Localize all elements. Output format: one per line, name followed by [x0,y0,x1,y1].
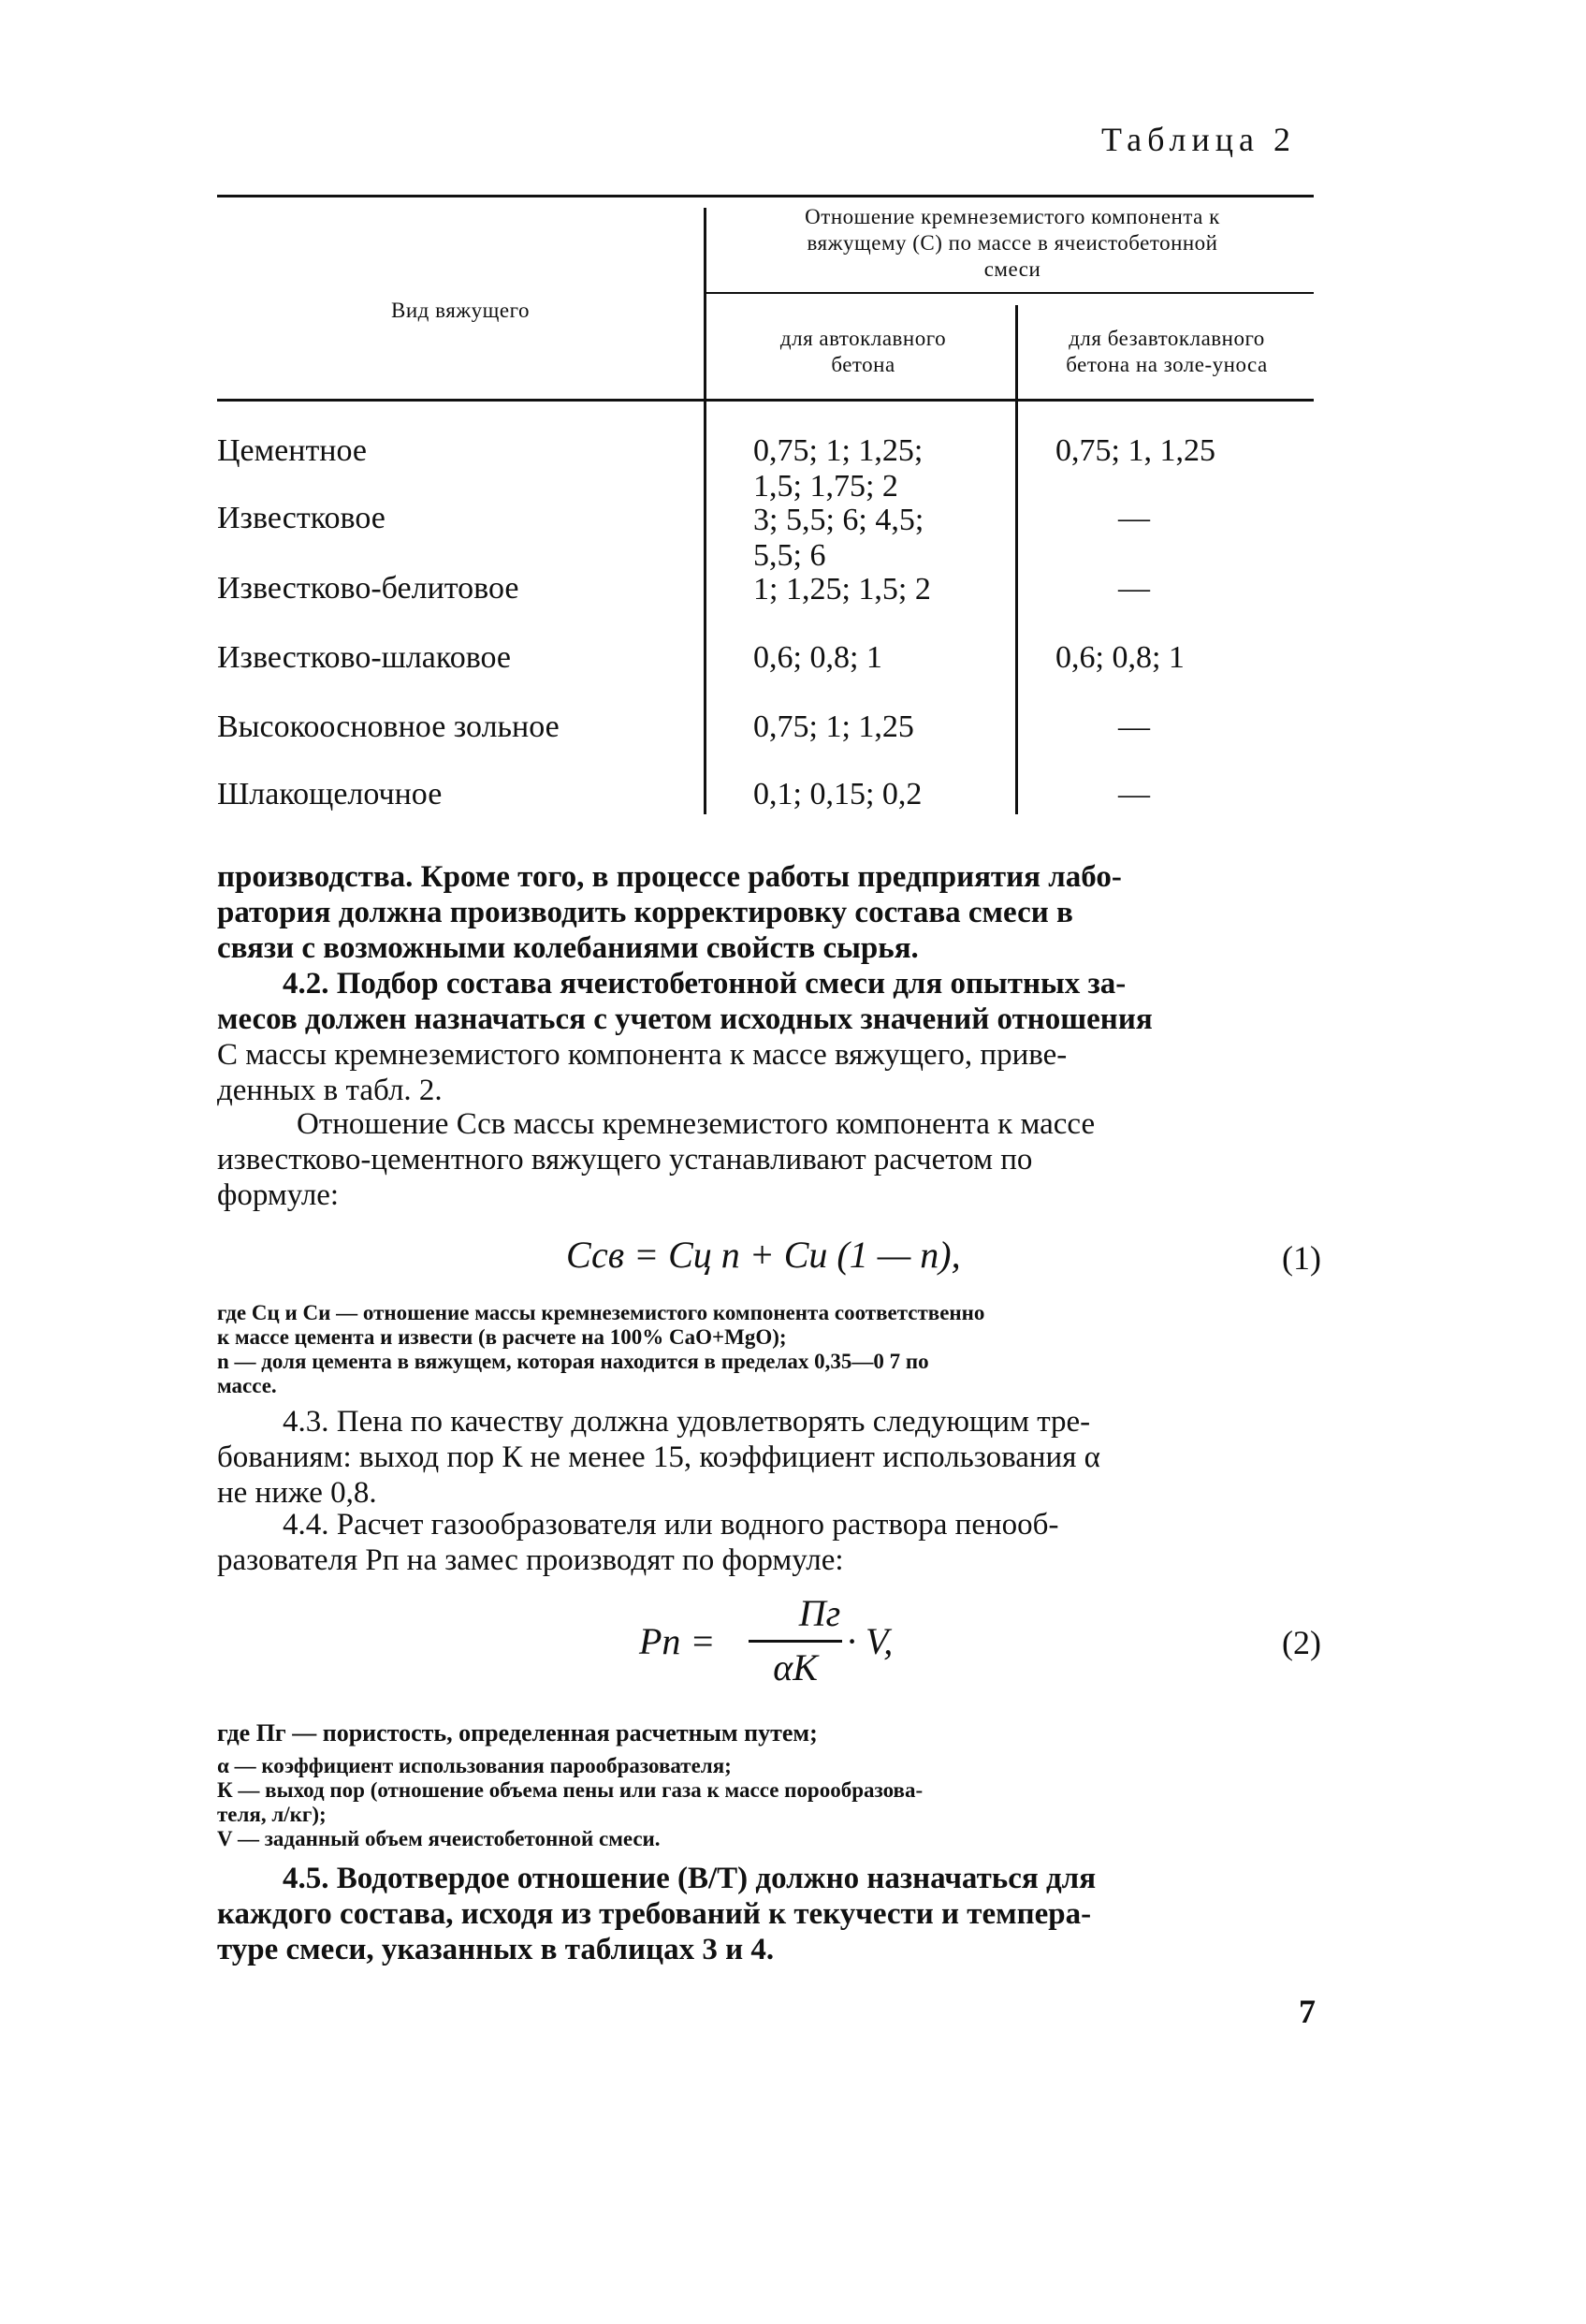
table-top-rule [217,195,1314,197]
paragraph-ratio: Отношение Ссв массы кремнеземистого компонента к массе известково-цементного вяжущего устанавливают расчетом по формуле: [217,1107,1096,1212]
autoclave-cell: 0,1; 0,15; 0,2 [753,777,923,811]
autoclave-cell: 3; 5,5; 6; 4,5; 5,5; 6 [753,503,924,573]
formula-1-number: (1) [1282,1239,1321,1277]
nonautoclave-cell: — [1118,709,1150,744]
header-sub-rule [705,292,1314,294]
binder-cell: Шлакощелочное [217,777,443,811]
formula-1-legend: где Сц и Си — отношение массы кремнеземистого компонента соответственно к массе цемента и извести (в расчете на 100% СаО+МgО); n — доля цемента в вяжущем, которая находится в пределах 0,35—0 7 по массе. [217,1301,985,1397]
binder-cell: Известково-шлаковое [217,640,512,675]
nonautoclave-cell: — [1118,501,1150,535]
binder-cell: Известковое [217,501,386,535]
header-bottom-rule [217,399,1314,402]
page-number: 7 [1299,1993,1316,2030]
binder-cell: Известково-белитовое [217,571,519,606]
formula-2-legend: где Пг — пористость, определенная расчетным путем; α — коэффициент использования парообразователя; К — выход пор (отношение объема пены или газа к массе порообразова- теля, л/кг); V — заданный объем ячеистобетонной смеси. [217,1719,924,1850]
formula-1: Ссв = Сц n + Си (1 — n), [566,1234,961,1276]
formula-2-number: (2) [1282,1624,1321,1661]
header-binder: Вид вяжущего [391,299,530,322]
column-divider-2 [1015,305,1018,814]
paragraph-4-2: 4.2. Подбор состава ячеистобетонной смеси для опытных за- месов должен назначаться с учетом исходных значений отношения С массы кремнеземистого компонента к массе вяжущего, приве- денных в табл. 2. [217,967,1153,1107]
formula-2-right: · V, [847,1620,894,1662]
column-divider-1 [704,208,706,814]
nonautoclave-cell: 0,75; 1, 1,25 [1055,433,1215,468]
formula-2-denominator: αК [773,1646,818,1688]
formula-2-left: Рп = [639,1620,716,1662]
autoclave-cell: 0,75; 1; 1,25; 1,5; 1,75; 2 [753,433,924,504]
paragraph-4-5: 4.5. Водотвердое отношение (В/Т) должно назначаться для каждого состава, исходя из требований к текучести и темпера- туре смеси, указанных в таблицах 3 и 4. [217,1862,1097,1966]
autoclave-cell: 1; 1,25; 1,5; 2 [753,572,931,607]
paragraph-4-3: 4.3. Пена по качеству должна удовлетворять следующим тре- бованиям: выход пор К не менее 15, коэффициент использования α не ниже 0,8. [217,1405,1100,1510]
autoclave-cell: 0,75; 1; 1,25 [753,709,914,744]
binder-cell: Высокоосновное зольное [217,709,560,744]
binder-cell: Цементное [217,433,368,468]
header-ratio: Отношение кремнеземистого компонента к вяжущему (С) по массе в ячеистобетонной смеси [805,205,1220,281]
formula-2-numerator: Пг [798,1592,841,1634]
paragraph-4-4: 4.4. Расчет газообразователя или водного раствора пенооб- разователя Рп на замес производят по формуле: [217,1508,1059,1577]
nonautoclave-cell: 0,6; 0,8; 1 [1055,640,1185,675]
nonautoclave-cell: — [1118,777,1150,811]
autoclave-cell: 0,6; 0,8; 1 [753,640,882,675]
paragraph-continuation: производства. Кроме того, в процессе работы предприятия лабо- ратория должна производить корректировку состава смеси в связи с возможными колебаниями свойств сырья. [217,860,1122,965]
table-caption: Таблица 2 [1101,121,1296,158]
fraction-bar [749,1640,842,1643]
header-autoclave: для автоклавного бетона [779,327,947,376]
nonautoclave-cell: — [1118,571,1150,606]
header-nonautoclave: для безавтоклавного бетона на золе-уноса [1066,327,1268,376]
